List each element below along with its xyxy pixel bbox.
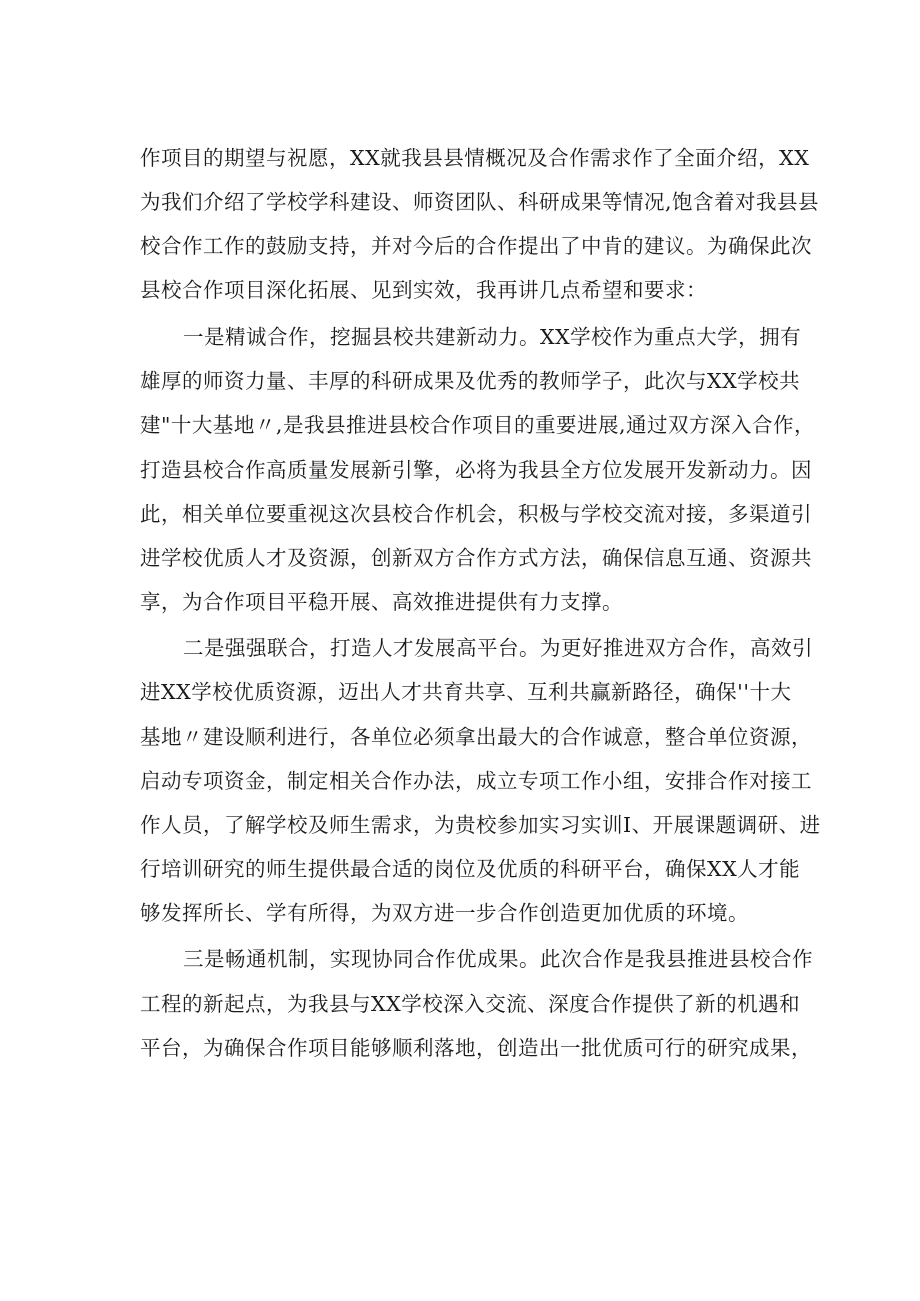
text-line: 县校合作项目深化拓展、见到实效，我再讲几点希望和要求： [140,278,707,302]
text-line: 三是畅通机制，实现协同合作优成果。此次合作是我县推进县校合作 [183,947,813,971]
text-line: 作人员，了解学校及师生需求，为贵校参加实习实训I、开展课题调研、进 [140,813,821,837]
text-line: 打造县校合作高质量发展新引擎，必将为我县全方位发展开发新动力。因 [140,458,812,482]
text-line: 启动专项资金，制定相关合作办法，成立专项工作小组，安排合作对接工 [140,769,812,793]
text-line: 进XX学校优质资源，迈出人才共育共享、互利共赢新路径，确保''十大 [140,680,792,704]
text-line: 雄厚的师资力量、丰厚的科研成果及优秀的教师学子，此次与XX学校共 [140,369,801,393]
text-line: 工程的新起点，为我县与XX学校深入交流、深度合作提供了新的机遇和 [140,992,801,1016]
text-line: 此，相关单位要重视这次县校合作机会，积极与学校交流对接，多渠道引 [140,502,812,526]
text-line: 建"十大基地〃,是我县推进县校合作项目的重要进展,通过双方深入合作， [140,413,815,437]
text-line: 行培训研究的师生提供最合适的岗位及优质的科研平台，确保XX人才能 [140,857,801,881]
text-line: 基地〃建设顺利进行，各单位必须拿出最大的合作诚意，整合单位资源， [140,725,812,749]
text-line: 进学校优质人才及资源，创新双方合作方式方法，确保信息互通、资源共 [140,546,812,570]
text-line: 平台，为确保合作项目能够顺利落地，创造出一批优质可行的研究成果， [140,1036,812,1060]
text-line: 享，为合作项目平稳开展、高效推进提供有力支撑。 [140,590,623,614]
text-line: 二是强强联合，打造人才发展高平台。为更好推进双方合作，高效引 [183,636,813,660]
text-line: 为我们介绍了学校学科建设、师资团队、科研成果等情况,饱含着对我县县 [140,190,820,214]
text-line: 作项目的期望与祝愿，XX就我县县情概况及合作需求作了全面介绍，XX [140,146,810,170]
text-line: 够发挥所长、学有所得，为双方进一步合作创造更加优质的环境。 [140,901,749,925]
text-line: 一是精诚合作，挖掘县校共建新动力。XX学校作为重点大学，拥有 [183,325,802,349]
text-line: 校合作工作的鼓励支持，并对今后的合作提出了中肯的建议。为确保此次 [140,234,812,258]
